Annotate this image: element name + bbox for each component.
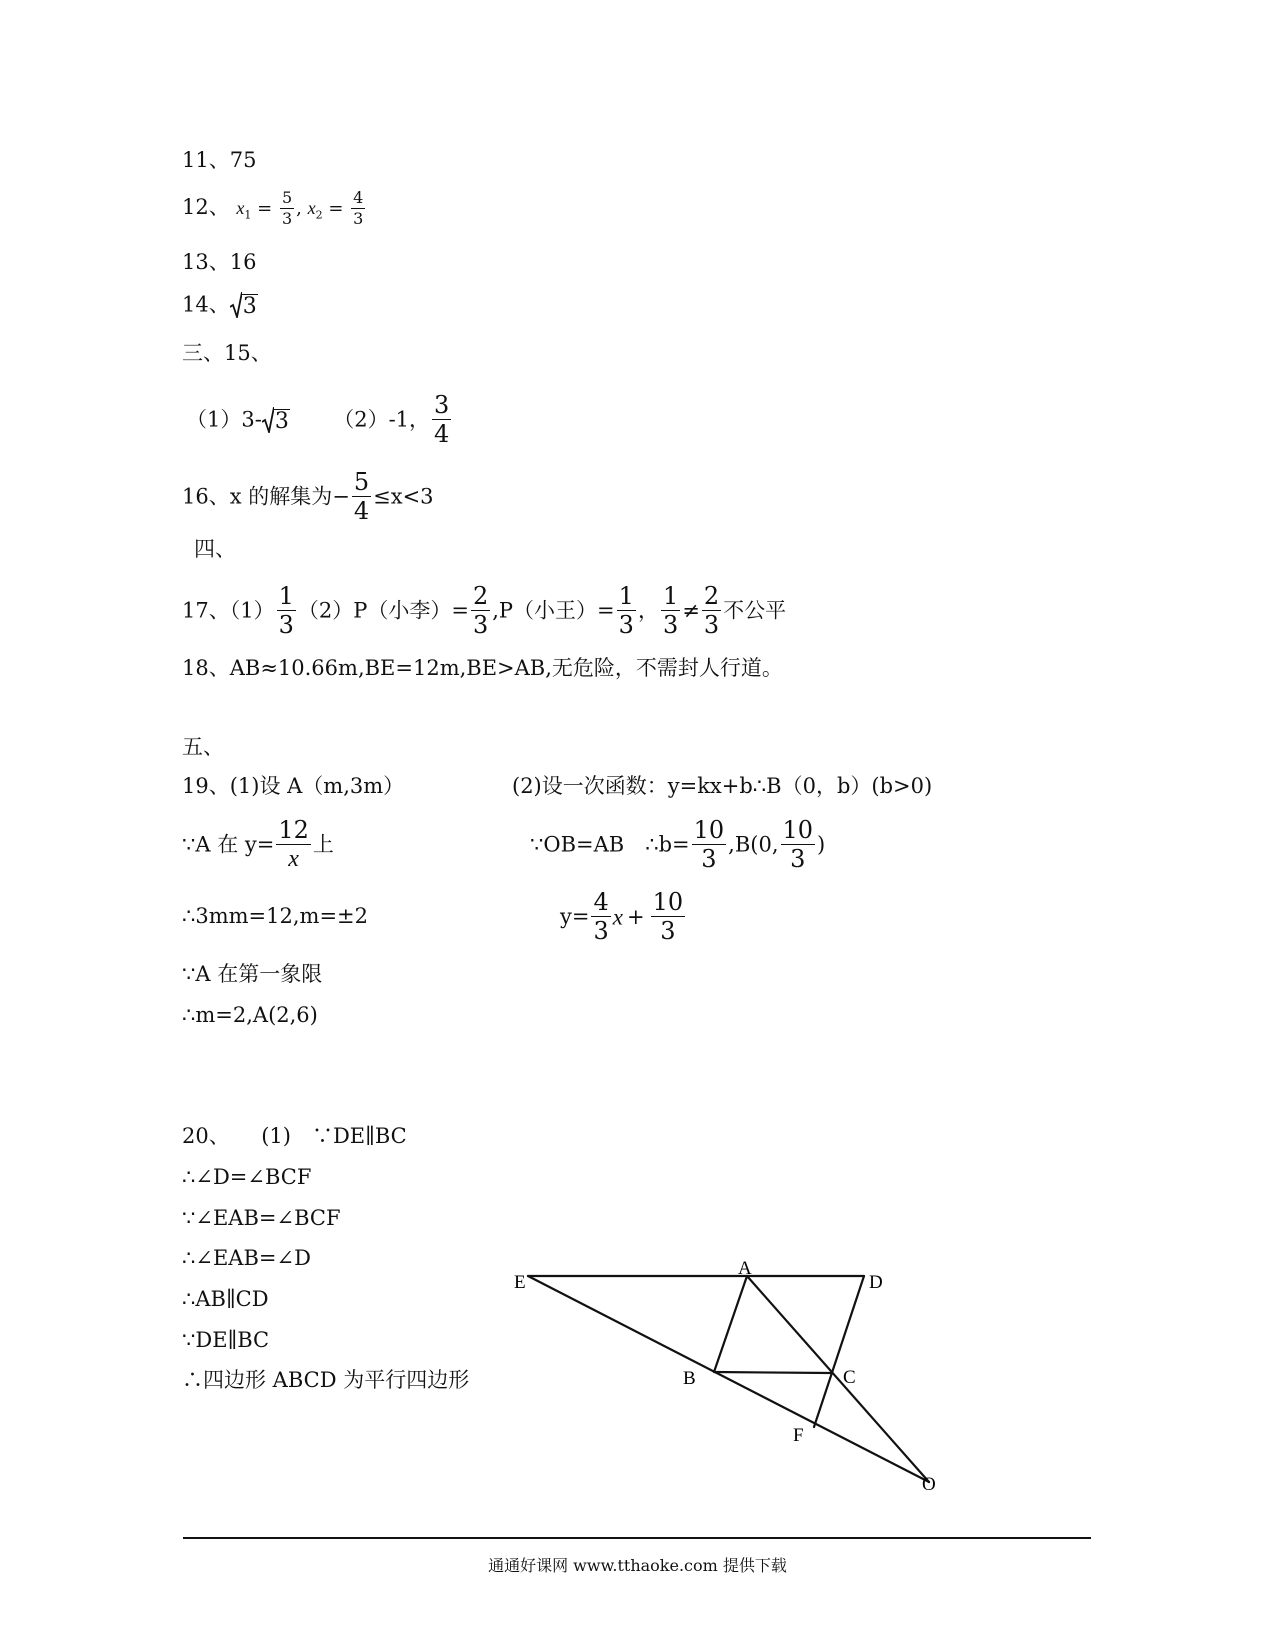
answer-12: 12、 $x_1$ = $\frac{5}{3}$ , $x_2$ = $\frac{4}{3}$ [182,188,364,228]
answer-19-line-5: ∴m=2,A(2,6) [182,1003,318,1027]
answer-17-suffix: 不公平 [723,598,787,623]
answer-20-line-7: ∴四边形 ABCD 为平行四边形 [182,1368,470,1392]
answer-13-value: 16 [229,250,257,274]
answer-17-fraction-4: $\frac{1}{3}$ [662,582,679,640]
answer-19-part2-line-2: ∵OB=AB ∴b= $\frac{10}{3}$ ,B(0, $\frac{10}{3}$ ) [530,816,826,874]
footer-text: 通通好课网 www.tthaoke.com 提供下载 [488,1556,787,1575]
answer-13-number: 13、 [182,250,230,274]
answer-15-part1: （1）3- [186,407,262,432]
section-3-label: 三、15、 [182,341,272,365]
answer-19-fraction-slope: $\frac{4}{3}$ [593,888,609,946]
x1-var: x [236,197,245,218]
answer-12-number: 12、 [182,194,230,219]
x1-subscript: 1 [244,208,252,222]
answer-19-line-4: ∵A 在第一象限 [182,962,323,986]
answer-14 [182,292,258,318]
point-label-F: F [793,1425,804,1446]
answer-20-line-2: ∴∠D=∠BCF [182,1165,312,1189]
answer-20-line-1: 20、 (1) ∵DE∥BC [182,1124,407,1148]
answer-17-comma: ， [637,598,659,623]
answer-19-fraction-B: $\frac{10}{3}$ [782,816,814,874]
answer-13 [182,252,256,273]
x2-var: x [307,197,316,218]
answer-19-line-3: ∴3mm=12,m=±2 [182,904,369,928]
answer-19-part2-line-3: y= $\frac{4}{3}$ x + $\frac{10}{3}$ [560,888,684,946]
answer-18: 18、AB≈10.66m,BE=12m,BE>AB,无危险，不需封人行道。 [182,656,783,680]
answer-20-line-6: ∵DE∥BC [182,1328,270,1352]
answer-11-value: 75 [229,148,257,172]
footer-rule [183,1537,1091,1539]
segment-AO [747,1276,929,1482]
answer-19-part2-line-1: (2)设一次函数：y=kx+b∴B（0，b）(b>0) [512,774,933,798]
sqrt-sign: 3 [262,407,290,433]
sqrt-sign: 3 [230,292,258,318]
answer-19-fraction-12-over-x: $\frac{12}{x}$ [278,816,309,873]
segment-EO [528,1276,929,1482]
answer-16-suffix: ≤x<3 [373,484,434,509]
answer-17-mid-1: （2）P（小李）= [297,598,469,623]
answer-16-prefix: 16、x 的解集为− [182,484,350,509]
answer-15-fraction: $\frac{3}{4}$ [434,391,450,449]
answer-19-fraction-b: $\frac{10}{3}$ [693,816,725,874]
answer-19-fraction-intercept: $\frac{10}{3}$ [652,888,684,946]
answer-11 [182,150,256,171]
answer-20-line-3: ∵∠EAB=∠BCF [182,1206,341,1230]
answer-19-line-1: 19、(1)设 A（m,3m） [182,774,405,798]
point-label-D: D [869,1272,883,1293]
segment-BC [714,1372,830,1373]
answer-17-neq: ≠ [682,598,700,623]
answer-16-fraction: $\frac{5}{4}$ [353,468,370,526]
answer-11-number: 11、 [182,148,230,172]
answer-17-fraction-1: $\frac{1}{3}$ [278,582,294,640]
answer-17 [182,584,786,638]
x2-subscript: 2 [315,208,323,222]
answer-17-mid-2: ,P（小王）= [492,598,615,623]
segment-AB [714,1276,747,1372]
answer-14-number: 14、 [182,292,230,317]
point-label-O: O [922,1474,936,1495]
segment-DF [814,1276,864,1427]
section-5-label: 五、 [182,735,224,759]
answer-17-fraction-5: $\frac{2}{3}$ [703,582,720,640]
answer-17-fraction-2: $\frac{2}{3}$ [472,582,489,640]
answer-15 [186,393,453,447]
answer-15-part2: （2）-1， [333,407,431,432]
answer-12-fraction-2: $\frac{4}{3}$ [353,188,364,228]
answer-17-prefix: 17、（1） [182,598,275,623]
point-label-E: E [514,1272,526,1293]
answer-20-line-4: ∴∠EAB=∠D [182,1246,311,1270]
point-label-B: B [683,1368,696,1389]
section-4-label: 四、 [194,537,236,561]
point-label-A: A [738,1258,752,1279]
point-label-C: C [843,1367,856,1388]
geometry-figure [500,1255,940,1495]
answer-19-line-2: ∵A 在 y= $\frac{12}{x}$ 上 [182,816,334,873]
answer-12-fraction-1: $\frac{5}{3}$ [281,188,293,228]
answer-17-fraction-3: $\frac{1}{3}$ [618,582,634,640]
answer-20-line-5: ∴AB∥CD [182,1287,269,1311]
answer-16 [182,470,434,524]
